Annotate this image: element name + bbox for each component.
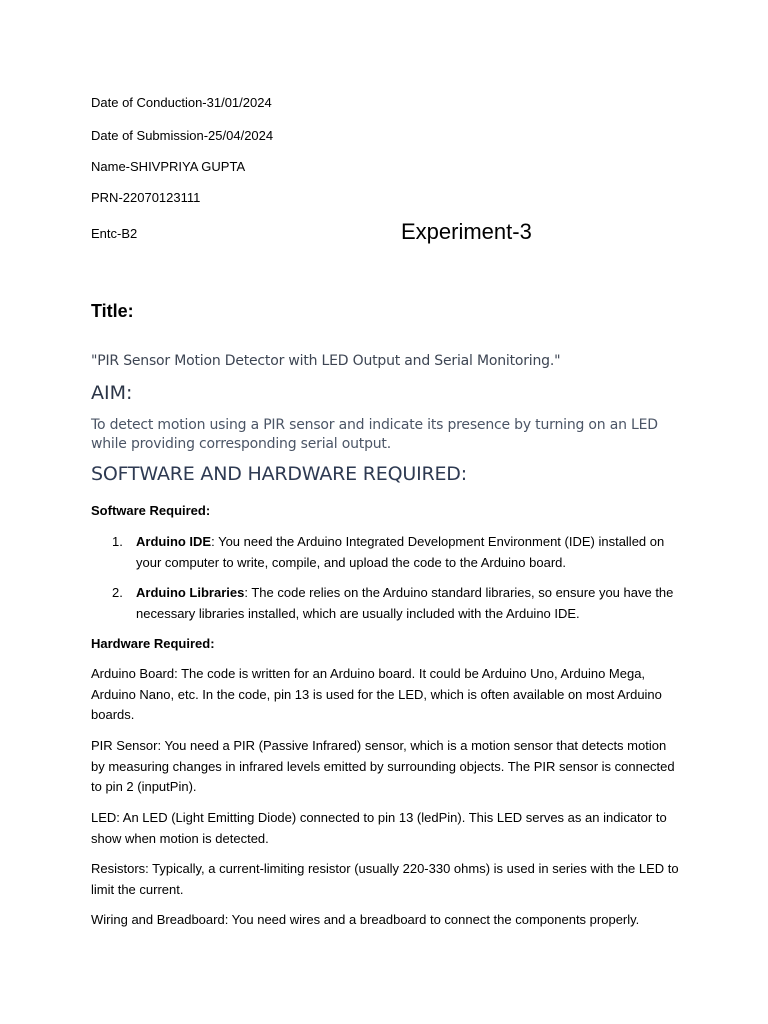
- date-of-conduction: Date of Conduction-31/01/2024: [91, 95, 272, 110]
- hardware-required-heading: Hardware Required:: [91, 636, 215, 651]
- hardware-paragraph-wiring: Wiring and Breadboard: You need wires and a breadboard to connect the components properly.: [91, 912, 640, 927]
- title-heading: Title:: [91, 301, 134, 321]
- experiment-title: Experiment-3: [401, 219, 532, 244]
- list-item: [112, 532, 682, 573]
- list-item-text: : You need the Arduino Integrated Development Environment (IDE) installed on your computer to write, compile, and upload the code to the Arduino board.: [136, 534, 665, 570]
- hardware-paragraph-resistors: Resistors: Typically, a current-limiting resistor (usually 220-330 ohms) is used in series with the LED to limit the current.: [91, 861, 679, 897]
- student-prn: PRN-22070123111: [91, 190, 201, 205]
- student-division: Entc-B2: [91, 226, 138, 241]
- list-item-text: : The code relies on the Arduino standard libraries, so ensure you have the necessary libraries installed, which are usually included with the Arduino IDE.: [136, 585, 674, 621]
- hardware-paragraph-led: LED: An LED (Light Emitting Diode) connected to pin 13 (ledPin). This LED serves as an indicator to show when motion is detected.: [91, 810, 667, 846]
- date-of-submission: Date of Submission-25/04/2024: [91, 128, 274, 143]
- software-required-heading: Software Required:: [91, 503, 211, 518]
- hardware-paragraph-pir-sensor: PIR Sensor: You need a PIR (Passive Infrared) sensor, which is a motion sensor that detects motion by measuring changes in infrared levels emitted by surrounding objects. The PIR sensor is connected to pin 2 (inputPin).: [91, 738, 675, 794]
- list-item-number: 2.: [112, 585, 123, 600]
- list-item-body: [136, 583, 682, 624]
- title-text: "PIR Sensor Motion Detector with LED Output and Serial Monitoring.": [91, 353, 561, 369]
- list-item-label: Arduino IDE: [136, 534, 212, 549]
- aim-heading: AIM:: [91, 382, 133, 404]
- list-item: [112, 583, 682, 624]
- list-item-label: Arduino Libraries: [136, 585, 245, 600]
- list-item-body: [136, 532, 682, 573]
- list-item-number: 1.: [112, 534, 123, 549]
- student-name: Name-SHIVPRIYA GUPTA: [91, 159, 246, 174]
- hardware-paragraph-arduino-board: Arduino Board: The code is written for an Arduino board. It could be Arduino Uno, Arduino Mega, Arduino Nano, etc. In the code, pin 13 is used for the LED, which is often available on most Arduino boards.: [91, 666, 662, 722]
- aim-text: To detect motion using a PIR sensor and indicate its presence by turning on an LED while providing corresponding serial output.: [91, 417, 658, 452]
- requirements-heading: SOFTWARE AND HARDWARE REQUIRED:: [91, 463, 467, 485]
